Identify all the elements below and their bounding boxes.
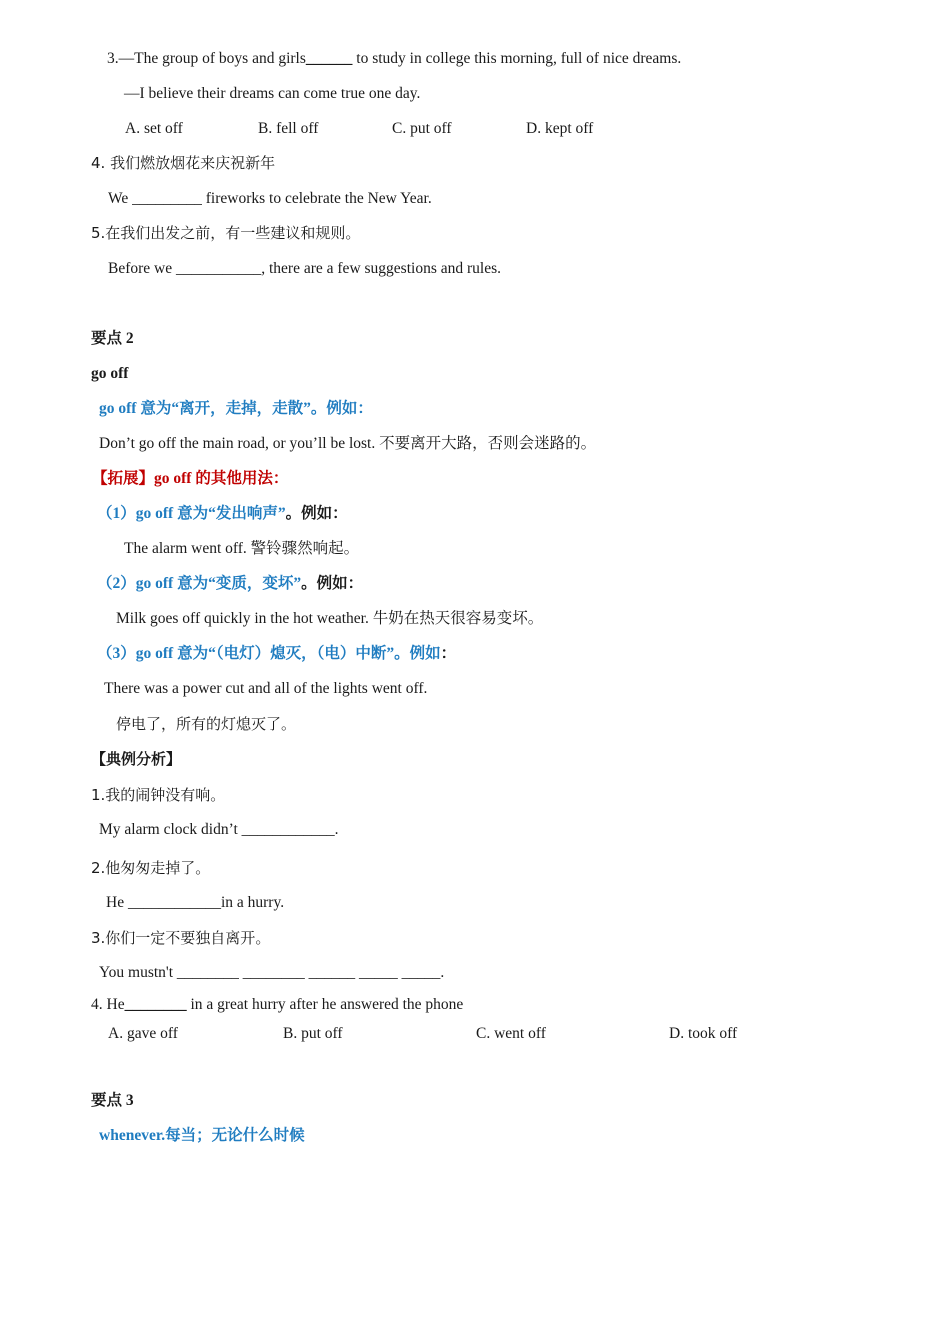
option-b: B. put off: [283, 1025, 343, 1042]
option-d: D. kept off: [526, 120, 594, 137]
option-d: D. took off: [669, 1025, 738, 1042]
analysis-item-3-english: You mustn't ________ ________ ______ _____ _____.: [99, 964, 445, 981]
analysis-item-3-chinese: 3.你们一定不要独自离开。: [91, 929, 271, 947]
question-4-english: We _________ fireworks to celebrate the New Year.: [108, 190, 432, 207]
analysis-item-2-english: He ____________in a hurry.: [106, 894, 285, 911]
use-2-label: （2）go off 意为“变质，变坏”: [97, 575, 302, 592]
question-4-stem-start: 4. He: [91, 996, 125, 1013]
point-2-heading: 要点 2: [91, 330, 134, 347]
use-3-heading: [97, 644, 456, 664]
point-3-meaning: whenever.每当；无论什么时候: [99, 1127, 305, 1144]
use-1-suffix: 。例如：: [285, 505, 348, 522]
option-b: B. fell off: [258, 120, 319, 137]
use-1-example: The alarm went off. 警铃骤然响起。: [124, 540, 360, 557]
extension-title: 【拓展】go off 的其他用法：: [92, 470, 289, 487]
use-3-example: There was a power cut and all of the lights went off.: [104, 680, 428, 697]
question-4-stem-end: in a great hurry after he answered the phone: [186, 996, 464, 1013]
question-4-chinese: 4. 我们燃放烟花来庆祝新年: [91, 154, 276, 172]
answer-blank: ________: [124, 996, 187, 1013]
option-c: C. went off: [476, 1025, 546, 1042]
question-3-stem-rest: to study in college this morning, full of nice dreams.: [352, 50, 682, 67]
analysis-item-2-chinese: 2.他匆匆走掉了。: [91, 859, 211, 877]
use-3-example-translation: 停电了，所有的灯熄灭了。: [116, 715, 297, 733]
use-2-heading: [97, 574, 363, 594]
analysis-item-1-english: My alarm clock didn’t ____________.: [99, 821, 339, 838]
question-3-stem-text: 3.—The group of boys and girls: [107, 50, 306, 67]
use-3-label: （3）go off 意为“（电灯）熄灭，（电）中断”。例如: [97, 645, 441, 662]
analysis-title: 【典例分析】: [91, 750, 182, 768]
use-2-suffix: 。例如：: [301, 575, 364, 592]
option-a: A. set off: [125, 120, 183, 137]
point-2-example: Don’t go off the main road, or you’ll be lost. 不要离开大路，否则会迷路的。: [99, 435, 597, 452]
question-3-stem: [107, 49, 681, 69]
question-3-reply: —I believe their dreams can come true one day.: [124, 85, 421, 102]
point-2-phrase: go off: [91, 365, 129, 382]
point-2-meaning: go off 意为“离开，走掉，走散”。例如：: [99, 400, 373, 417]
point-3-heading: 要点 3: [91, 1092, 134, 1109]
answer-blank: ______: [305, 50, 353, 67]
option-a: A. gave off: [108, 1025, 178, 1042]
use-1-heading: [97, 504, 348, 524]
analysis-question-4-stem: [91, 995, 463, 1015]
use-2-example: Milk goes off quickly in the hot weather. 牛奶在热天很容易变坏。: [116, 610, 544, 627]
question-5-english: Before we ___________, there are a few suggestions and rules.: [108, 260, 501, 277]
analysis-item-1-chinese: 1.我的闹钟没有响。: [91, 786, 226, 804]
option-c: C. put off: [392, 120, 452, 137]
question-5-chinese: 5.在我们出发之前，有一些建议和规则。: [91, 224, 361, 242]
use-1-label: （1）go off 意为“发出响声”: [97, 505, 286, 522]
use-3-suffix: ：: [440, 645, 457, 662]
